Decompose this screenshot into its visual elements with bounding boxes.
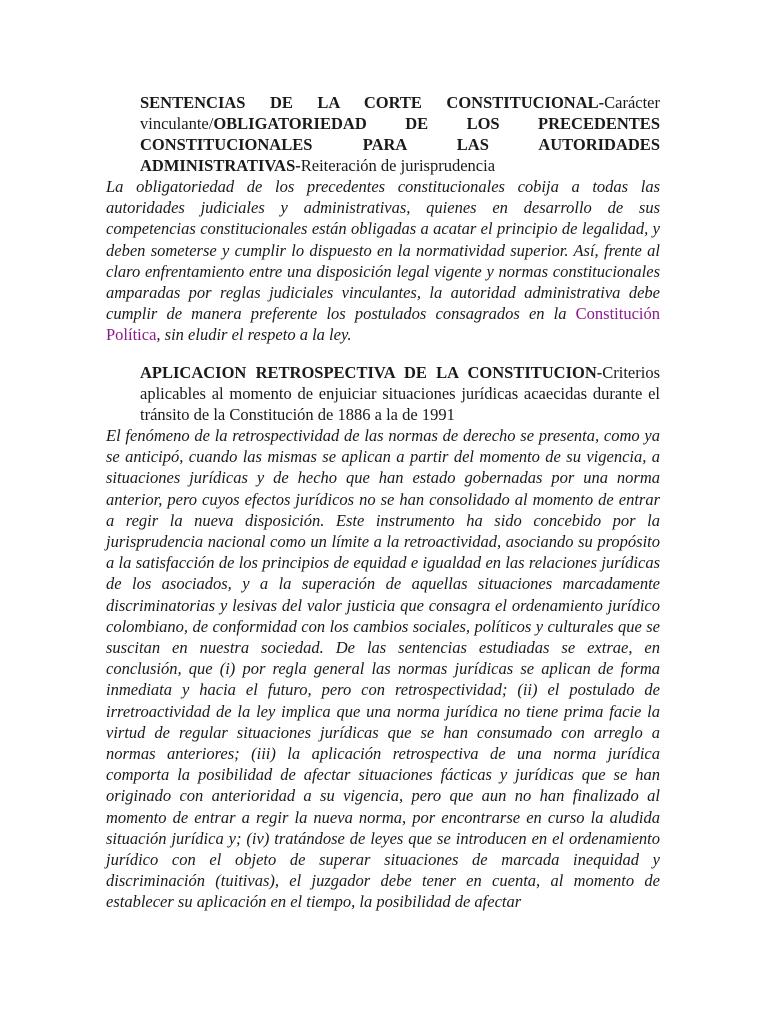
section1-paragraph [106,176,660,346]
section1-heading-bold-2: OBLIGATORIEDAD DE LOS PRECEDENTES CONSTITUCIONALES PARA LAS AUTORIDADES ADMINISTRATIVAS- [140,114,660,175]
section2-heading [140,362,660,425]
section1-heading-normal-1: Carácter vinculante/ [140,93,660,133]
constitucion-politica-link[interactable]: Constitución Política [106,304,660,345]
section1-heading [140,92,660,176]
section1-heading-normal-2: Reiteración de jurisprudencia [300,156,496,175]
section2-paragraph: El fenómeno de la retrospectividad de las normas de derecho se presenta, como ya se anticipó, cuando las mismas se aplican a partir del momento de su vigencia, a situaciones jurídicas y de hecho que han estado gobernadas por una norma anterior, pero cuyos efectos jurídicos no se han consolidado al momento de entrar a regir la nueva disposición. Este instrumento ha sido concebido por la jurisprudencia nacional como un límite a la retroactividad, asociando su propósito a la satisfacción de los principios de equidad e igualdad en las relaciones jurídicas de los asociados, y a la superación de aquellas situaciones marcadamente discriminatorias y lesivas del valor justicia que consagra el ordenamiento jurídico colombiano, de conformidad con los cambios sociales, políticos y culturales que se suscitan en nuestra sociedad. De las sentencias estudiadas se extrae, en conclusión, que (i) por regla general las normas jurídicas se aplican de forma inmediata y hacia el futuro, pero con retrospectividad; (ii) el postulado de irretroactividad de la ley implica que una norma jurídica no tiene prima facie la virtud de regular situaciones jurídicas que se han consumado con arreglo a normas anteriores; (iii) la aplicación retrospectiva de una norma jurídica comporta la posibilidad de afectar situaciones fácticas y jurídicas que se han originado con anterioridad a su vigencia, pero que aun no han finalizado al momento de entrar a regir la nueva norma, por encontrarse en curso la aludida situación jurídica y; (iv) tratándose de leyes que se introducen en el ordenamiento jurídico con el objeto de superar situaciones de marcada inequidad y discriminación (tuitivas), el juzgador debe tener en cuenta, al momento de establecer su aplicación en el tiempo, la posibilidad de afectar [106,426,660,912]
section1-heading-bold-1: SENTENCIAS DE LA CORTE CONSTITUCIONAL- [140,93,605,112]
section1-body-before-link: La obligatoriedad de los precedentes constitucionales cobija a todas las autoridades judiciales y administrativas, quienes en desarrollo de sus competencias constitucionales están obligadas a acatar el principio de legalidad, y deben someterse y cumplir lo dispuesto en la normatividad superior. Así, frente al claro enfrentamiento entre una disposición legal vigente y normas constitucionales amparadas por reglas judiciales vinculantes, la autoridad administrativa debe cumplir de manera preferente los postulados consagrados en la [106,177,660,324]
section2-heading-bold: APLICACION RETROSPECTIVA DE LA CONSTITUCION- [140,363,603,382]
section2-heading-normal: Criterios aplicables al momento de enjuiciar situaciones jurídicas acaecidas durante el tránsito de la Constitución de 1886 a la de 1991 [140,363,660,424]
section1-body-after-link: , sin eludir el respeto a la ley. [156,325,352,345]
